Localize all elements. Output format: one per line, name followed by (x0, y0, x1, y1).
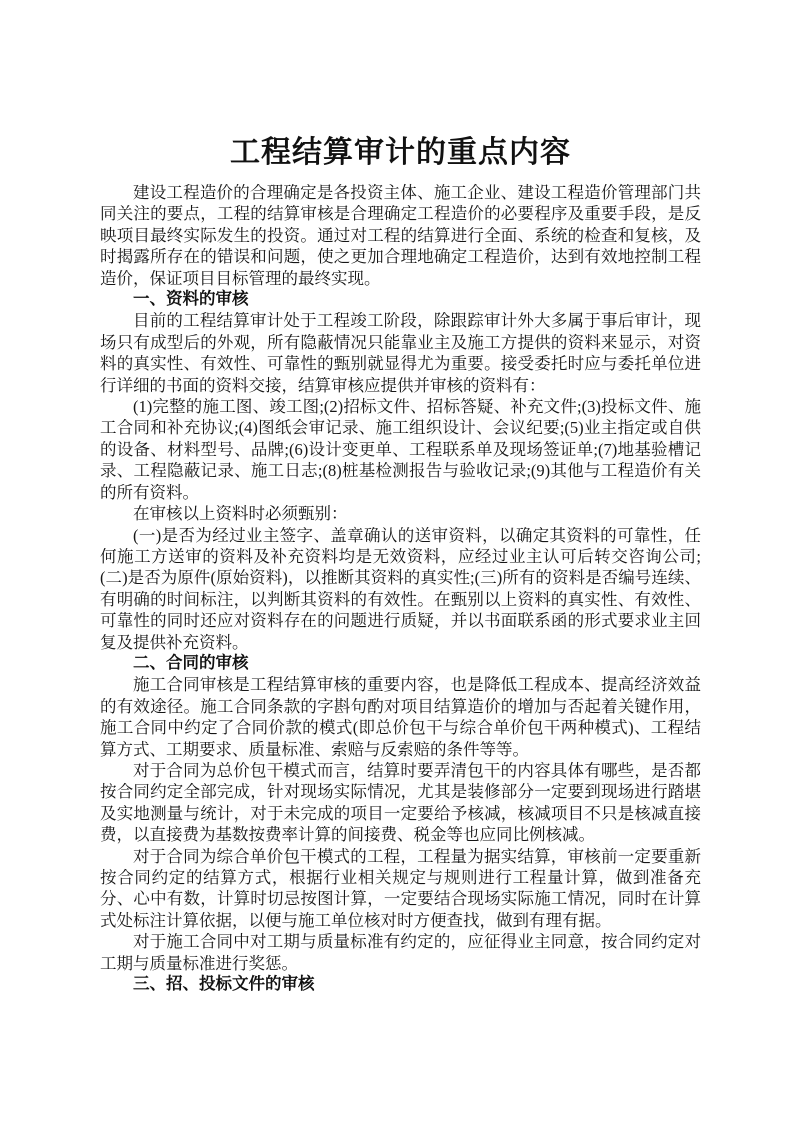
section-heading-2-contract-review: 二、合同的审核 (133, 653, 249, 672)
paragraph-screening-criteria: (一)是否为经过业主签字、盖章确认的送审资料，以确定其资料的可靠性，任何施工方送审的资料及补充资料均是无效资料，应经过业主认可后转交咨询公司;(二)是否为原件(原始资料)，以推断其资料的真实性;(三)所有的资料是否编号连续、有明确的时间标注，以判断其资料的有效性。在甄别以上资料的真实性、有效性、可靠性的同时还应对资料存在的问题进行质疑，并以书面联系函的形式要求业主回复及提供补充资料。 (100, 525, 701, 652)
paragraph-materials-overview: 目前的工程结算审计处于工程竣工阶段，除跟踪审计外大多属于事后审计，现场只有成型后的外观，所有隐蔽情况只能靠业主及施工方提供的资料来显示，对资料的真实性、有效性、可靠性的甄别就显得尤为重要。接受委托时应与委托单位进行详细的书面的资料交接，结算审核应提供并审核的资料有： (100, 311, 701, 395)
paragraph-unit-price-contract: 对于合同为综合单价包干模式的工程，工程量为据实结算，审核前一定要重新按合同约定的结算方式，根据行业相关规定与规则进行工程量计算，做到准备充分、心中有数，计算时切忌按图计算，一定要结合现场实际施工情况，同时在计算式处标注计算依据，以便与施工单位核对时方便查找，做到有理有据。 (100, 846, 701, 930)
paragraph-screening-lead-in: 在审核以上资料时必须甄别： (133, 504, 348, 524)
document-title: 工程结算审计的重点内容 (230, 136, 571, 169)
paragraph-lump-sum-contract: 对于合同为总价包干模式而言，结算时要弄清包干的内容具体有哪些，是否都按合同约定全部完成，针对现场实际情况，尤其是装修部分一定要到现场进行踏堪及实地测量与统计，对于未完成的项目一定要给予核减，核减项目不只是核减直接费，以直接费为基数按费率计算的间接费、税金等也应同比例核减。 (100, 760, 701, 845)
paragraph-intro: 建设工程造价的合理确定是各投资主体、施工企业、建设工程造价管理部门共同关注的要点，工程的结算审核是合理确定工程造价的必要程序及重要手段，是反映项目最终实际发生的投资。通过对工程的结算进行全面、系统的检查和复核，及时揭露所存在的错误和问题，使之更加合理地确定工程造价，达到有效地控制工程造价，保证项目目标管理的最终实现。 (100, 183, 701, 288)
paragraph-schedule-quality: 对于施工合同中对工期与质量标准有约定的，应征得业主同意，按合同约定对工期与质量标准进行奖惩。 (100, 932, 701, 973)
document-body (100, 133, 701, 995)
section-heading-1-materials-review: 一、资料的审核 (133, 290, 249, 309)
section-heading-3-bidding-documents-review: 三、招、投标文件的审核 (133, 975, 315, 994)
paragraph-materials-list: (1)完整的施工图、竣工图;(2)招标文件、招标答疑、补充文件;(3)投标文件、施工合同和补充协议;(4)图纸会审记录、施工组织设计、会议纪要;(5)业主指定或自供的设备、材料型号、品牌;(6)设计变更单、工程联系单及现场签证单;(7)地基验槽记录、工程隐蔽记录、施工日志;(8)桩基检测报告与验收记录;(9)其他与工程造价有关的所有资料。 (100, 397, 701, 502)
paragraph-contract-overview: 施工合同审核是工程结算审核的重要内容，也是降低工程成本、提高经济效益的有效途径。施工合同条款的字斟句酌对项目结算造价的增加与否起着关键作用，施工合同中约定了合同价款的模式(即总价包干与综合单价包干两种模式)、工程结算方式、工期要求、质量标准、索赔与反索赔的条件等等。 (100, 675, 701, 759)
